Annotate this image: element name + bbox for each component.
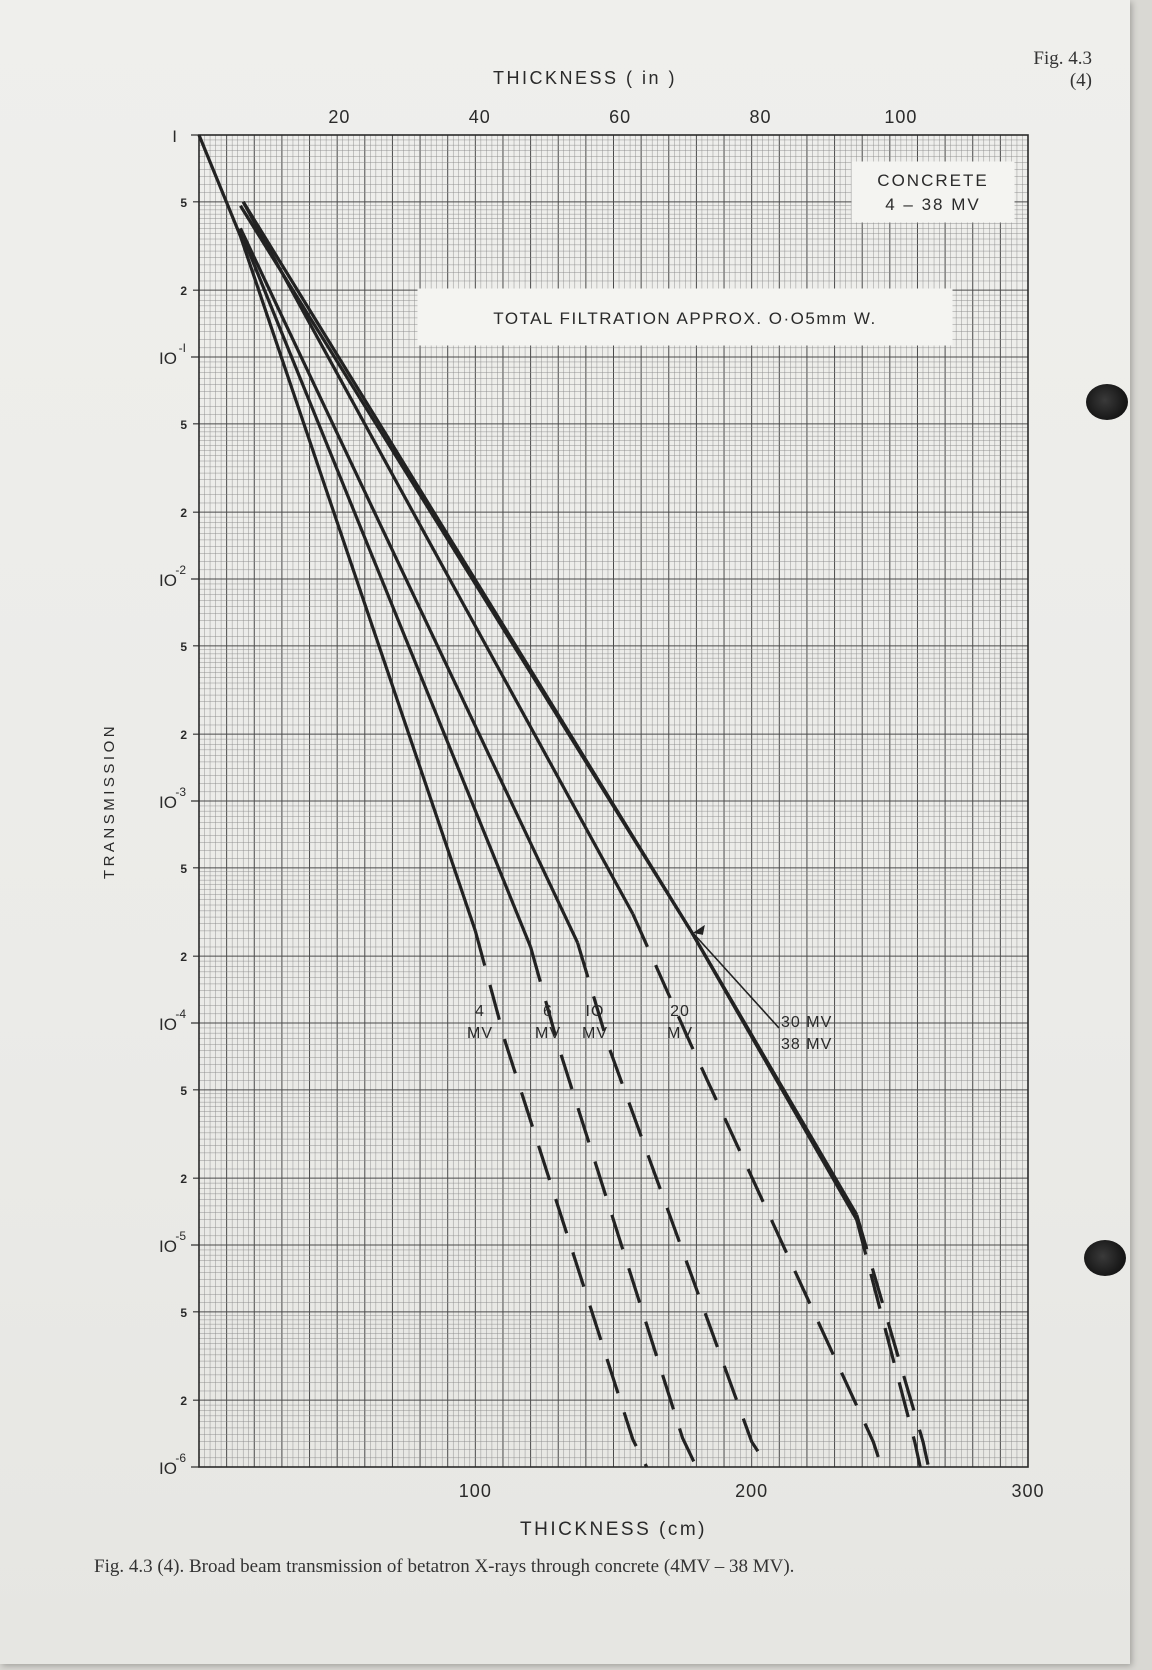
series-label: MV <box>582 1025 608 1042</box>
y-minor-tick-label: 2 <box>180 1172 187 1187</box>
series-label: 6 <box>543 1003 553 1020</box>
y-minor-tick-label: 5 <box>180 639 187 654</box>
y-minor-tick-label: 5 <box>180 417 187 432</box>
x2-tick-label: 40 <box>468 107 491 127</box>
y-tick-exponent: -6 <box>175 1451 186 1465</box>
y-tick-label: IO <box>159 793 177 812</box>
series-dashed-line <box>475 931 646 1467</box>
series-label: IO <box>585 1003 605 1020</box>
y-minor-tick-label: 5 <box>180 1083 187 1098</box>
y-minor-tick-label: 5 <box>180 861 187 876</box>
y-tick-exponent: -I <box>178 341 186 355</box>
series-solid-line <box>243 202 856 1215</box>
series-solid-line <box>240 206 856 1220</box>
series-label: MV <box>467 1025 493 1042</box>
series-label: MV <box>667 1025 693 1042</box>
figure-number: Fig. 4.3 <box>1033 48 1092 69</box>
series-6-mv <box>240 231 696 1467</box>
x2-axis-title: THICKNESS ( in ) <box>492 68 678 88</box>
figure-part: (4) <box>1069 70 1092 91</box>
y-tick-label: IO <box>159 1237 177 1256</box>
figure-caption: Fig. 4.3 (4). Broad beam transmission of betatron X-rays through concrete (4MV – 38 MV). <box>94 1556 795 1577</box>
y-minor-tick-label: 2 <box>180 728 187 743</box>
y-minor-tick-label: 2 <box>180 506 187 521</box>
y-tick-label: I <box>172 127 177 146</box>
series-10-mv <box>240 228 768 1467</box>
y-tick-exponent: -4 <box>175 1007 186 1021</box>
series-label: 30 MV <box>781 1014 833 1031</box>
y-minor-tick-label: 2 <box>180 1394 187 1409</box>
x-axis-title: THICKNESS (cm) <box>520 1519 707 1540</box>
filtration-box <box>418 289 952 345</box>
y-tick-label: IO <box>159 349 177 368</box>
x2-tick-label: 20 <box>328 107 351 127</box>
y-tick-label: IO <box>159 571 177 590</box>
material-box-line: CONCRETE <box>877 171 989 190</box>
series-label: 20 <box>670 1003 690 1020</box>
y-axis-title: TRANSMISSION <box>101 722 118 880</box>
series-label: MV <box>535 1025 561 1042</box>
y-tick-label: IO <box>159 1459 177 1478</box>
y-tick-exponent: -2 <box>175 563 186 577</box>
material-box-line: 4 – 38 MV <box>885 195 981 214</box>
y-minor-tick-label: 2 <box>180 284 187 299</box>
series-dashed-line <box>578 943 769 1467</box>
x2-tick-label: 60 <box>609 107 632 127</box>
series-label: 38 MV <box>781 1036 833 1053</box>
series-label: 4 <box>475 1003 485 1020</box>
x-tick-label: 100 <box>458 1481 492 1501</box>
x-tick-label: 300 <box>1011 1481 1045 1501</box>
y-tick-exponent: -5 <box>175 1229 186 1243</box>
y-tick-exponent: -3 <box>175 785 186 799</box>
filtration-text: TOTAL FILTRATION APPROX. O·O5mm W. <box>493 309 877 328</box>
y-minor-tick-label: 2 <box>180 950 187 965</box>
y-minor-tick-label: 5 <box>180 195 187 210</box>
y-minor-tick-label: 5 <box>180 1305 187 1320</box>
y-tick-label: IO <box>159 1015 177 1034</box>
x-tick-label: 200 <box>735 1481 769 1501</box>
x2-tick-label: 80 <box>749 107 772 127</box>
series-label-arrowhead <box>693 925 705 935</box>
x2-tick-label: 100 <box>884 107 918 127</box>
material-box <box>852 162 1014 222</box>
